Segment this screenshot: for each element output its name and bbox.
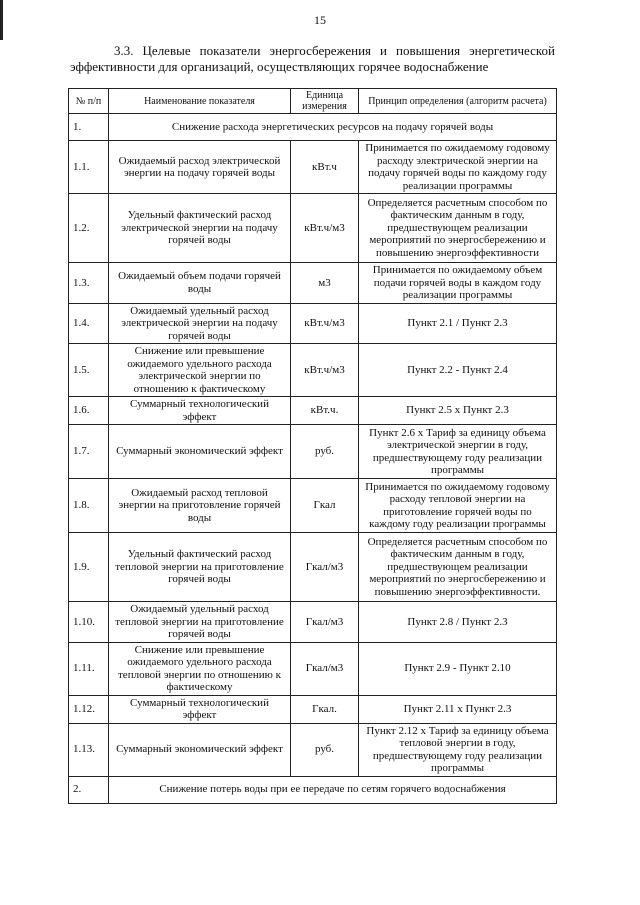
section-title: Снижение расхода энергетических ресурсов на подачу горячей воды	[109, 114, 557, 141]
table-row	[69, 303, 557, 344]
table-row	[69, 344, 557, 397]
section-heading: 3.3. Целевые показатели энергосбережения и повышения энергетической эффективности для организаций, осуществляющих горячее водоснабжение	[70, 43, 555, 74]
table-row	[69, 263, 557, 304]
unit: Гкал/м3	[291, 533, 359, 602]
section-title: Снижение потерь воды при ее передаче по сетям горячего водоснабжения	[109, 776, 557, 803]
table-body	[69, 114, 557, 804]
calculation-method: Пункт 2.12 х Тариф за единицу объема тепловой энергии в году, предшествующему году реализации программы	[359, 723, 557, 776]
unit: руб.	[291, 425, 359, 479]
header-unit: Единица измерения	[291, 89, 359, 114]
unit: Гкал	[291, 479, 359, 533]
row-number: 1.13.	[69, 723, 109, 776]
row-number: 1.9.	[69, 533, 109, 602]
table-header-row	[69, 89, 557, 114]
row-number: 1.5.	[69, 344, 109, 397]
calculation-method: Принимается по ожидаемому объем подачи горячей воды в каждом году реализации программы	[359, 263, 557, 304]
calculation-method: Пункт 2.11 х Пункт 2.3	[359, 695, 557, 723]
row-number: 1.7.	[69, 425, 109, 479]
calculation-method: Принимается по ожидаемому годовому расходу тепловой энергии на приготовление горячей воды по каждому году реализации программы	[359, 479, 557, 533]
indicator-name: Ожидаемый расход тепловой энергии на приготовление горячей воды	[109, 479, 291, 533]
calculation-method: Пункт 2.1 / Пункт 2.3	[359, 303, 557, 344]
unit: м3	[291, 263, 359, 304]
calculation-method: Пункт 2.5 х Пункт 2.3	[359, 397, 557, 425]
indicator-name: Суммарный экономический эффект	[109, 425, 291, 479]
calculation-method: Пункт 2.2 - Пункт 2.4	[359, 344, 557, 397]
row-number: 1.2.	[69, 194, 109, 263]
table-row	[69, 723, 557, 776]
indicator-name: Суммарный экономический эффект	[109, 723, 291, 776]
table-row	[69, 141, 557, 194]
unit: кВт.ч/м3	[291, 194, 359, 263]
table-row	[69, 642, 557, 695]
indicator-name: Ожидаемый удельный расход электрической энергии на подачу горячей воды	[109, 303, 291, 344]
indicator-name: Ожидаемый удельный расход тепловой энергии на приготовление горячей воды	[109, 602, 291, 643]
row-number: 1.10.	[69, 602, 109, 643]
row-number: 1.8.	[69, 479, 109, 533]
page-number: 15	[314, 13, 326, 27]
section-number: 2.	[69, 776, 109, 803]
table-row	[69, 695, 557, 723]
table-row	[69, 425, 557, 479]
row-number: 1.3.	[69, 263, 109, 304]
row-number: 1.4.	[69, 303, 109, 344]
row-number: 1.11.	[69, 642, 109, 695]
unit: кВт.ч/м3	[291, 344, 359, 397]
row-number: 1.6.	[69, 397, 109, 425]
unit: кВт.ч.	[291, 397, 359, 425]
indicator-name: Ожидаемый расход электрической энергии на подачу горячей воды	[109, 141, 291, 194]
unit: кВт.ч/м3	[291, 303, 359, 344]
table-row	[69, 602, 557, 643]
indicator-name: Суммарный технологический эффект	[109, 695, 291, 723]
indicator-name: Снижение или превышение ожидаемого удельного расхода электрической энергии по отношению к фактическому	[109, 344, 291, 397]
calculation-method: Пункт 2.9 - Пункт 2.10	[359, 642, 557, 695]
calculation-method: Пункт 2.8 / Пункт 2.3	[359, 602, 557, 643]
unit: руб.	[291, 723, 359, 776]
section-row	[69, 776, 557, 803]
unit: кВт.ч	[291, 141, 359, 194]
header-method: Принцип определения (алгоритм расчета)	[359, 89, 557, 114]
unit: Гкал.	[291, 695, 359, 723]
section-number: 1.	[69, 114, 109, 141]
section-row	[69, 114, 557, 141]
calculation-method: Определяется расчетным способом по фактическим данным в году, предшествующем реализации мероприятий по энергосбережению и повышению энергоэффективности.	[359, 533, 557, 602]
indicator-name: Удельный фактический расход тепловой энергии на приготовление горячей воды	[109, 533, 291, 602]
table-row	[69, 479, 557, 533]
table-row	[69, 533, 557, 602]
table-row	[69, 397, 557, 425]
indicator-name: Ожидаемый объем подачи горячей воды	[109, 263, 291, 304]
indicators-table	[68, 88, 557, 804]
unit: Гкал/м3	[291, 642, 359, 695]
indicator-name: Снижение или превышение ожидаемого удельного расхода тепловой энергии по отношению к фактическому	[109, 642, 291, 695]
header-num: № п/п	[69, 89, 109, 114]
calculation-method: Определяется расчетным способом по фактическим данным в году, предшествующем реализации мероприятий по энергосбережению и повышению энергоэффективности	[359, 194, 557, 263]
row-number: 1.12.	[69, 695, 109, 723]
header-name: Наименование показателя	[109, 89, 291, 114]
indicator-name: Суммарный технологический эффект	[109, 397, 291, 425]
table-row	[69, 194, 557, 263]
unit: Гкал/м3	[291, 602, 359, 643]
indicator-name: Удельный фактический расход электрической энергии на подачу горячей воды	[109, 194, 291, 263]
calculation-method: Принимается по ожидаемому годовому расходу электрической энергии на подачу горячей воды по каждому году реализации программы	[359, 141, 557, 194]
row-number: 1.1.	[69, 141, 109, 194]
calculation-method: Пункт 2.6 х Тариф за единицу объема электрической энергии в году, предшествующему году реализации программы	[359, 425, 557, 479]
